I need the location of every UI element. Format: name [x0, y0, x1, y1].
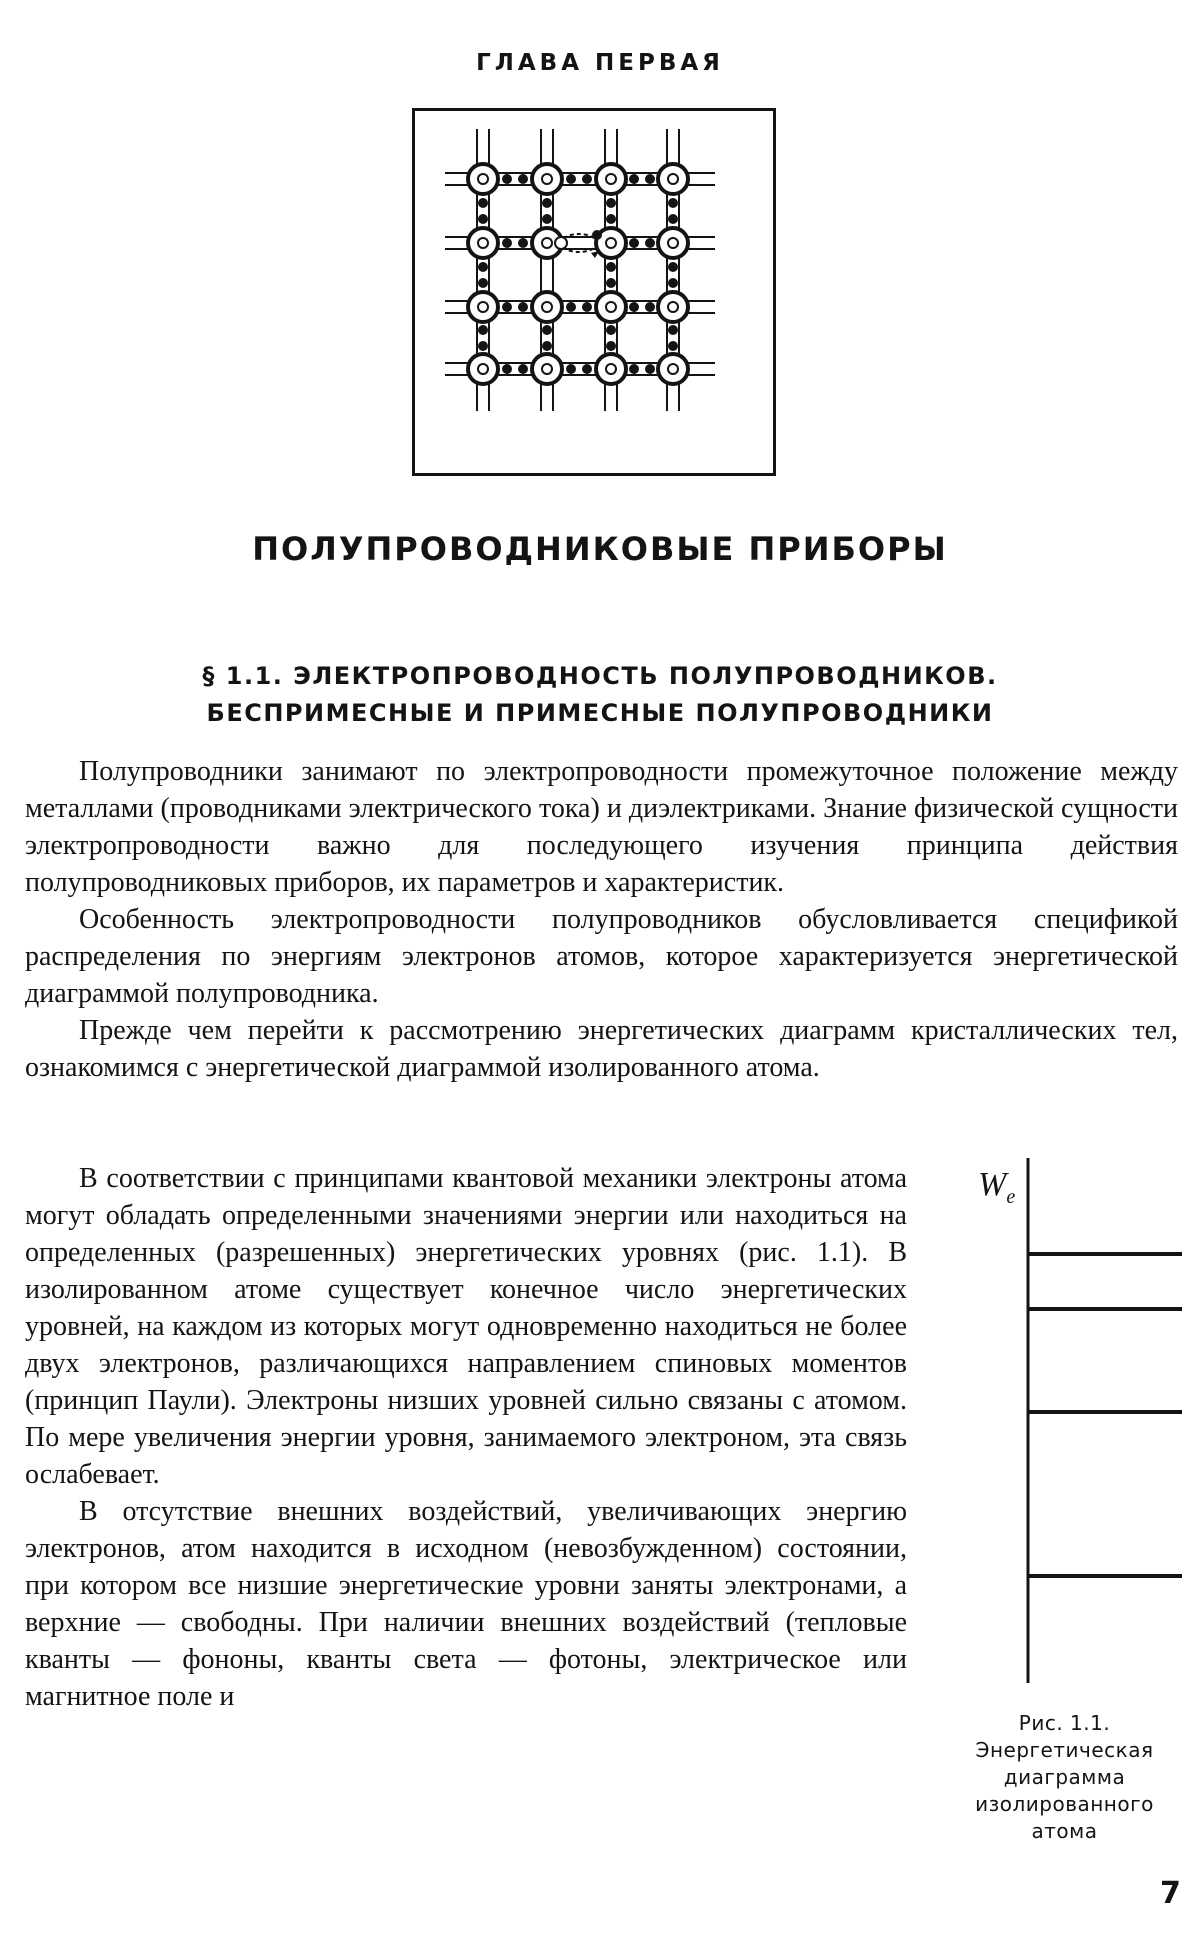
electron — [629, 174, 639, 184]
electron — [629, 364, 639, 374]
electron — [542, 198, 552, 208]
electron — [606, 198, 616, 208]
electron — [566, 302, 576, 312]
section-heading-line-2: БЕСПРИМЕСНЫЕ И ПРИМЕСНЫЕ ПОЛУПРОВОДНИКИ — [206, 699, 994, 727]
electron — [606, 278, 616, 288]
electron — [502, 238, 512, 248]
electron — [478, 341, 488, 351]
electron — [542, 214, 552, 224]
electron — [478, 278, 488, 288]
section-heading — [0, 658, 1200, 732]
paragraph: В отсутствие внешних воздействий, увеличивающих энергию электронов, атом находится в исходном (невозбужденном) состоянии, при котором все низшие энергетические уровни заняты электронами, а верхние — свободны. При наличии внешних воздействий (тепловые кванты — фононы, кванты света — фотоны, электрическое или магнитное поле и — [25, 1496, 907, 1712]
atom-circle — [596, 354, 626, 384]
atom-circle — [532, 164, 562, 194]
atom-circle — [532, 292, 562, 322]
electron — [502, 174, 512, 184]
electron — [502, 364, 512, 374]
electron — [629, 238, 639, 248]
electron — [606, 325, 616, 335]
electron — [582, 364, 592, 374]
electron — [478, 262, 488, 272]
energy-axis-symbol: W — [978, 1166, 1007, 1203]
electron — [645, 302, 655, 312]
electron — [478, 198, 488, 208]
atom-circle — [658, 292, 688, 322]
atom-circle — [468, 292, 498, 322]
electron — [668, 341, 678, 351]
electron — [518, 302, 528, 312]
atom-circle — [658, 228, 688, 258]
paragraph: Прежде чем перейти к рассмотрению энергетических диаграмм кристаллических тел, ознакомимся с энергетической диаграммой изолированного атома. — [25, 1015, 1178, 1083]
paragraph: Особенность электропроводности полупроводников обусловливается спецификой распределения по энергиям электронов атомов, которое характеризуется энергетической диаграммой полупроводника. — [25, 904, 1178, 1009]
electron — [668, 325, 678, 335]
atom-circle — [596, 292, 626, 322]
section-heading-line-1: § 1.1. ЭЛЕКТРОПРОВОДНОСТЬ ПОЛУПРОВОДНИКОВ. — [202, 662, 998, 690]
electron — [668, 262, 678, 272]
crystal-lattice-illustration — [415, 111, 773, 473]
electron — [645, 238, 655, 248]
electron — [518, 364, 528, 374]
electron — [566, 364, 576, 374]
electron — [582, 174, 592, 184]
electron — [582, 302, 592, 312]
arrow-head — [591, 251, 599, 258]
electron — [668, 278, 678, 288]
atom-circle — [468, 164, 498, 194]
crystal-lattice-figure — [412, 108, 776, 476]
electron — [606, 262, 616, 272]
chapter-heading: ГЛАВА ПЕРВАЯ — [476, 50, 724, 76]
atom-circle — [468, 354, 498, 384]
paragraph: В соответствии с принципами квантовой механики электроны атома могут обладать определенными значениями энергии или находиться на определенных (разрешенных) энергетических уровнях (рис. 1.1). В изолированном атоме существует конечное число энергетических уровней, на каждом из которых могут одновременно находиться не более двух электронов, различающихся направлением спиновых моментов (принцип Паули). Электроны низших уровней сильно связаны с атомом. По мере увеличения энергии уровня, занимаемого электроном, эта связь ослабевает. — [25, 1163, 907, 1490]
electron — [542, 341, 552, 351]
column-text — [25, 1160, 907, 1715]
electron — [606, 341, 616, 351]
energy-level-diagram — [960, 1158, 1190, 1688]
electron — [606, 214, 616, 224]
electron — [566, 174, 576, 184]
electron — [668, 198, 678, 208]
figure-caption: Рис. 1.1. Энергетическая диаграмма изолированного атома — [975, 1711, 1154, 1843]
atom-circle — [468, 228, 498, 258]
page-number: 7 — [1160, 1876, 1181, 1911]
electron — [478, 214, 488, 224]
electron — [629, 302, 639, 312]
atom-circle — [658, 164, 688, 194]
electron — [518, 238, 528, 248]
electron — [478, 325, 488, 335]
energy-axis-subscript: e — [1006, 1185, 1016, 1208]
electron — [668, 214, 678, 224]
electron — [502, 302, 512, 312]
electron — [645, 174, 655, 184]
electron — [542, 325, 552, 335]
chapter-title: ПОЛУПРОВОДНИКОВЫЕ ПРИБОРЫ — [252, 530, 948, 568]
paragraph: Полупроводники занимают по электропроводности промежуточное положение между металлами (проводниками электрического тока) и диэлектриками. Знание физической сущности электропроводности важно для последующего изучения принципа действия полупроводниковых приборов, их параметров и характеристик. — [25, 756, 1178, 898]
electron — [518, 174, 528, 184]
atom-circle — [658, 354, 688, 384]
atom-circle — [596, 164, 626, 194]
free-electron — [592, 230, 602, 240]
electron — [645, 364, 655, 374]
intro-text — [25, 753, 1178, 1086]
atom-circle — [532, 354, 562, 384]
hole — [555, 237, 567, 249]
